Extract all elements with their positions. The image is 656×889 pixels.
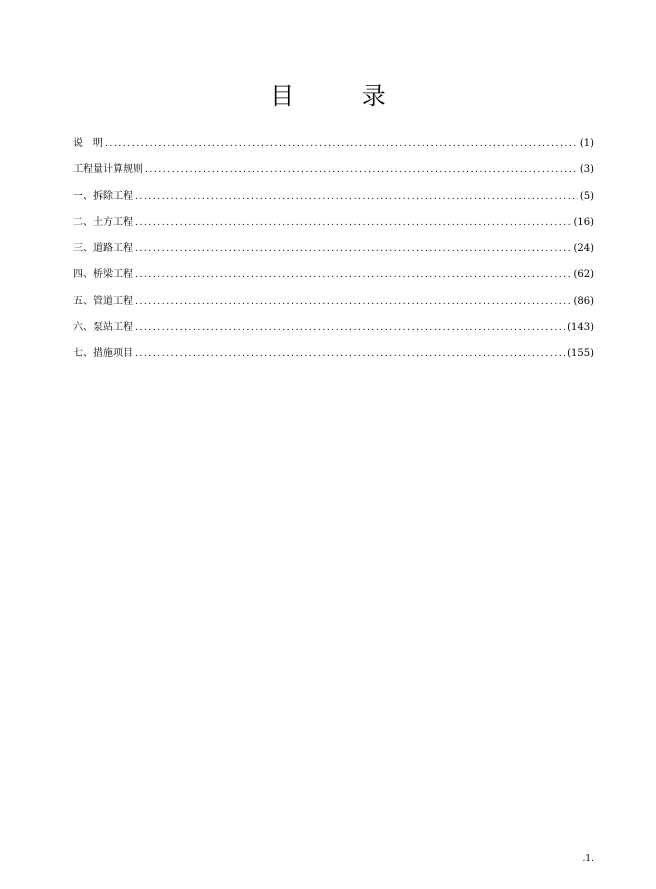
toc-entry-label: 工程量计算规则 (73, 164, 143, 176)
toc-entry-road[interactable] (73, 241, 594, 267)
toc-entry-earthwork[interactable] (73, 215, 594, 241)
toc-leader-dots (135, 320, 565, 336)
toc-entry-page: (24) (573, 243, 594, 255)
page-number: .1. (582, 854, 594, 864)
toc-entry-label: 二、土方工程 (73, 216, 133, 228)
toc-entry-label: 五、管道工程 (73, 295, 133, 307)
page-title: 目 录 (270, 82, 416, 110)
toc-entry-pipeline[interactable] (73, 294, 594, 320)
toc-entry-calculation-rules[interactable] (73, 162, 594, 188)
toc-entry-page: (5) (579, 190, 594, 202)
toc-leader-dots (135, 189, 578, 205)
toc-entry-label: 三、道路工程 (73, 243, 133, 255)
table-of-contents (73, 136, 594, 373)
toc-leader-dots (135, 241, 571, 257)
toc-entry-bridge[interactable] (73, 267, 594, 293)
toc-entry-label: 六、泵站工程 (73, 322, 133, 334)
toc-entry-label: 四、桥梁工程 (73, 269, 133, 281)
toc-entry-demolition[interactable] (73, 189, 594, 215)
toc-entry-page: (16) (573, 216, 594, 228)
toc-entry-page: (62) (573, 269, 594, 281)
toc-entry-explanation[interactable] (73, 136, 594, 162)
toc-leader-dots (135, 267, 571, 283)
toc-entry-pump-station[interactable] (73, 320, 594, 346)
toc-entry-page: (155) (567, 348, 594, 360)
toc-entry-label: 一、拆除工程 (73, 190, 133, 202)
toc-entry-label: 说 明 (73, 138, 103, 149)
toc-entry-label: 七、措施项目 (73, 348, 133, 360)
toc-leader-dots (135, 346, 565, 362)
toc-entry-page: (3) (579, 164, 594, 176)
toc-leader-dots (135, 294, 571, 310)
toc-entry-page: (86) (573, 295, 594, 307)
toc-leader-dots (145, 162, 578, 178)
toc-entry-measures[interactable] (73, 346, 594, 372)
toc-entry-page: (1) (579, 138, 594, 149)
toc-entry-page: (143) (567, 322, 594, 334)
toc-leader-dots (105, 136, 578, 152)
toc-leader-dots (135, 215, 571, 231)
